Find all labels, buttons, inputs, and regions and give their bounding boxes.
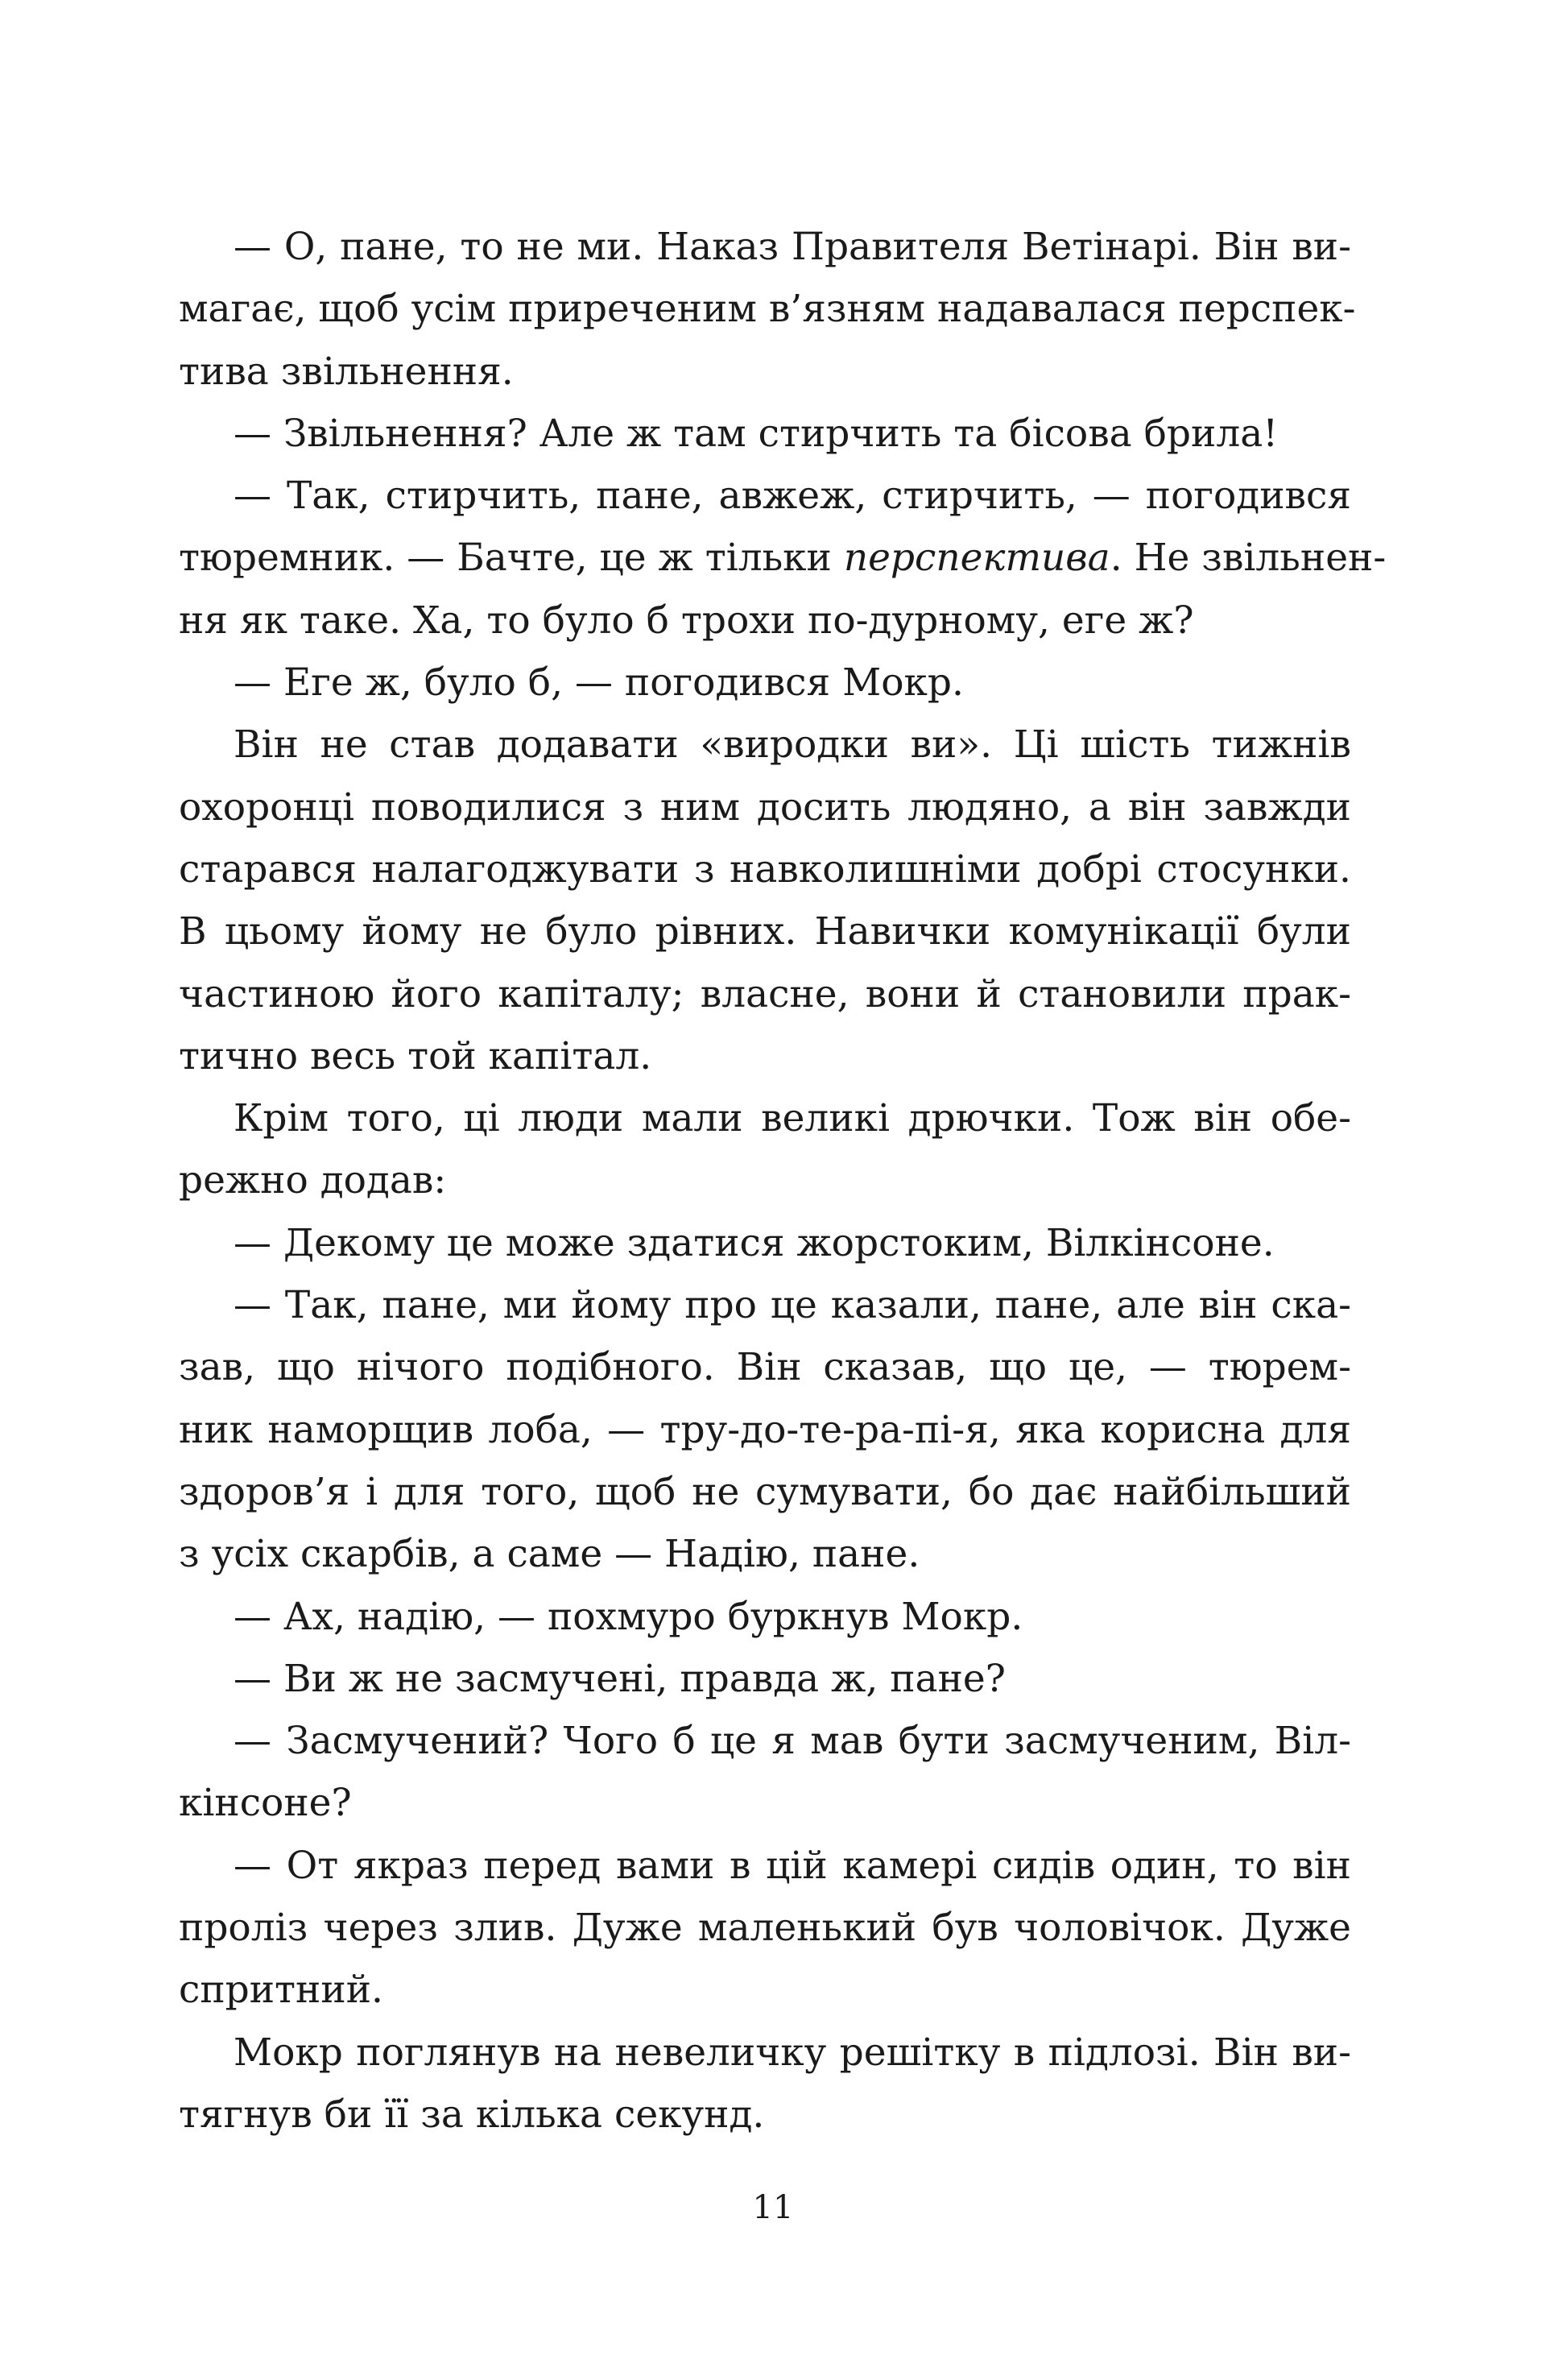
text-line: — Ах, надію, — похмуро буркнув Мокр. xyxy=(234,1594,1023,1639)
text-line: кінсоне? xyxy=(179,1781,352,1826)
text-line: — От якраз перед вами в цій камері сидів один, то він xyxy=(234,1843,1351,1888)
text-line: тягнув би її за кілька секунд. xyxy=(179,2092,765,2137)
text-line: — Ви ж не засмучені, правда ж, пане? xyxy=(234,1656,1006,1701)
text-line: зав, що нічого подібного. Він сказав, що це, — тюрем- xyxy=(179,1345,1351,1390)
text-line-part: . Не звільнен- xyxy=(1110,536,1387,581)
text-line: здоров’я і для того, щоб не сумувати, бо дає найбільший xyxy=(179,1469,1351,1514)
text-line: — Декому це може здатися жорстоким, Вілкінсоне. xyxy=(234,1220,1275,1265)
text-line: ня як таке. Ха, то було б трохи по-дурному, еге ж? xyxy=(179,598,1194,643)
italic-word: перспектива xyxy=(843,536,1110,581)
text-line: — Звільнення? Але ж там стирчить та бісова брила! xyxy=(234,411,1279,456)
text-line: частиною його капіталу; власне, вони й становили прак- xyxy=(179,971,1351,1016)
text-line: проліз через злив. Дуже маленький був чоловічок. Дуже xyxy=(179,1906,1351,1951)
text-line: тично весь той капітал. xyxy=(179,1033,652,1078)
text-line: режно додав: xyxy=(179,1158,447,1203)
text-line: спритний. xyxy=(179,1968,383,2013)
text-line: — Так, пане, ми йому про це казали, пане, але він ска- xyxy=(234,1283,1351,1328)
text-line-part: тюремник. — Бачте, це ж тільки xyxy=(179,536,844,581)
text-line: В цьому йому не було рівних. Навички комунікації були xyxy=(179,909,1351,954)
text-line: ник наморщив лоба, — тру-до-те-ра-пі-я, яка корисна для xyxy=(179,1407,1351,1452)
text-line: — Засмучений? Чого б це я мав бути засмученим, Віл- xyxy=(234,1719,1351,1764)
text-line: охоронці поводилися з ним досить людяно, а він завжди xyxy=(179,784,1351,830)
text-line: — О, пане, то не ми. Наказ Правителя Ветінарі. Він ви- xyxy=(234,225,1351,269)
text-line xyxy=(179,527,1387,589)
text-line: — Так, стирчить, пане, авжеж, стирчить, — погодився xyxy=(234,474,1351,519)
text-line: Він не став додавати «виродки ви». Ці шість тижнів xyxy=(234,722,1351,768)
text-line: магає, щоб усім приреченим в’язням надавалася перспек- xyxy=(179,287,1356,332)
text-line: — Еге ж, було б, — погодився Мокр. xyxy=(234,660,964,706)
text-line: тива звільнення. xyxy=(179,349,514,394)
page-number: 11 xyxy=(752,2189,794,2226)
text-line: з усіх скарбів, а саме — Надію, пане. xyxy=(179,1532,920,1577)
body-text xyxy=(179,216,1387,2146)
text-line: Крім того, ці люди мали великі дрючки. Тож він обе- xyxy=(234,1096,1351,1141)
text-line: Мокр поглянув на невеличку решітку в підлозі. Він ви- xyxy=(234,2030,1351,2075)
text-line: старався налагоджувати з навколишніми добрі стосунки. xyxy=(179,846,1351,892)
